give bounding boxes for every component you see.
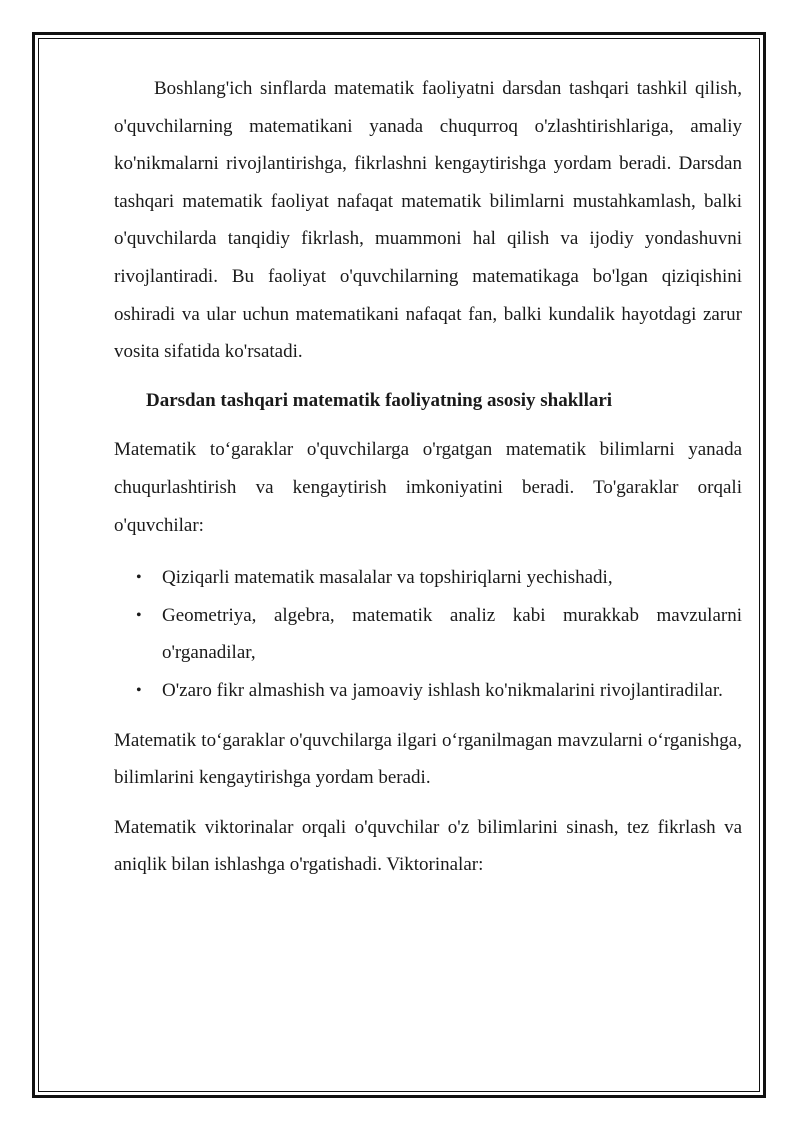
bullet-list [114, 559, 742, 709]
document-body [114, 70, 742, 884]
clubs-paragraph: Matematik to‘garaklar o'quvchilarga o'rgatgan matematik bilimlarni yanada chuqurlashtirish va kengaytirish imkoniyatini beradi. To'garaklar orqali o'quvchilar: [114, 439, 742, 536]
list-item-text: Geometriya, algebra, matematik analiz kabi murakkab mavzularni o'rganadilar, [162, 604, 742, 664]
bullet-icon: • [136, 681, 142, 699]
bullet-icon: • [136, 569, 142, 587]
list-item [114, 559, 742, 597]
intro-paragraph: Boshlang'ich sinflarda matematik faoliyatni darsdan tashqari tashkil qilish, o'quvchilarning matematikani yanada chuqurroq o'zlashtirishlariga, amaliy ko'nikmalarni rivojlantirishga, fikrlashni kengaytirishga yordam beradi. Darsdan tashqari matematik faoliyat nafaqat matematik bilimlarni mustahkamlash, balki o'quvchilarda tanqidiy fikrlash, muammoni hal qilish va ijodiy yondashuvni rivojlantiradi. Bu faoliyat o'quvchilarning matematikaga bo'lgan qiziqishini oshiradi va ular uchun matematikani nafaqat fan, balki kundalik hayotdagi zarur vosita sifatida ko'rsatadi. [114, 78, 742, 363]
clubs-followup-paragraph: Matematik to‘garaklar o'quvchilarga ilgari o‘rganilmagan mavzularni o‘rganishga, bilimlarini kengaytirishga yordam beradi. [114, 729, 742, 789]
list-item-text: Qiziqarli matematik masalalar va topshiriqlarni yechishadi, [162, 567, 613, 589]
bullet-icon: • [136, 606, 142, 624]
section-heading: Darsdan tashqari matematik faoliyatning asosiy shakllari [146, 389, 613, 411]
list-item [114, 672, 742, 710]
list-item [114, 597, 742, 672]
list-item-text: O'zaro fikr almashish va jamoaviy ishlash ko'nikmalarini rivojlantiradilar. [162, 679, 723, 701]
quiz-paragraph: Matematik viktorinalar orqali o'quvchilar o'z bilimlarini sinash, tez fikrlash va aniqlik bilan ishlashga o'rgatishadi. Viktorinalar: [114, 816, 742, 876]
